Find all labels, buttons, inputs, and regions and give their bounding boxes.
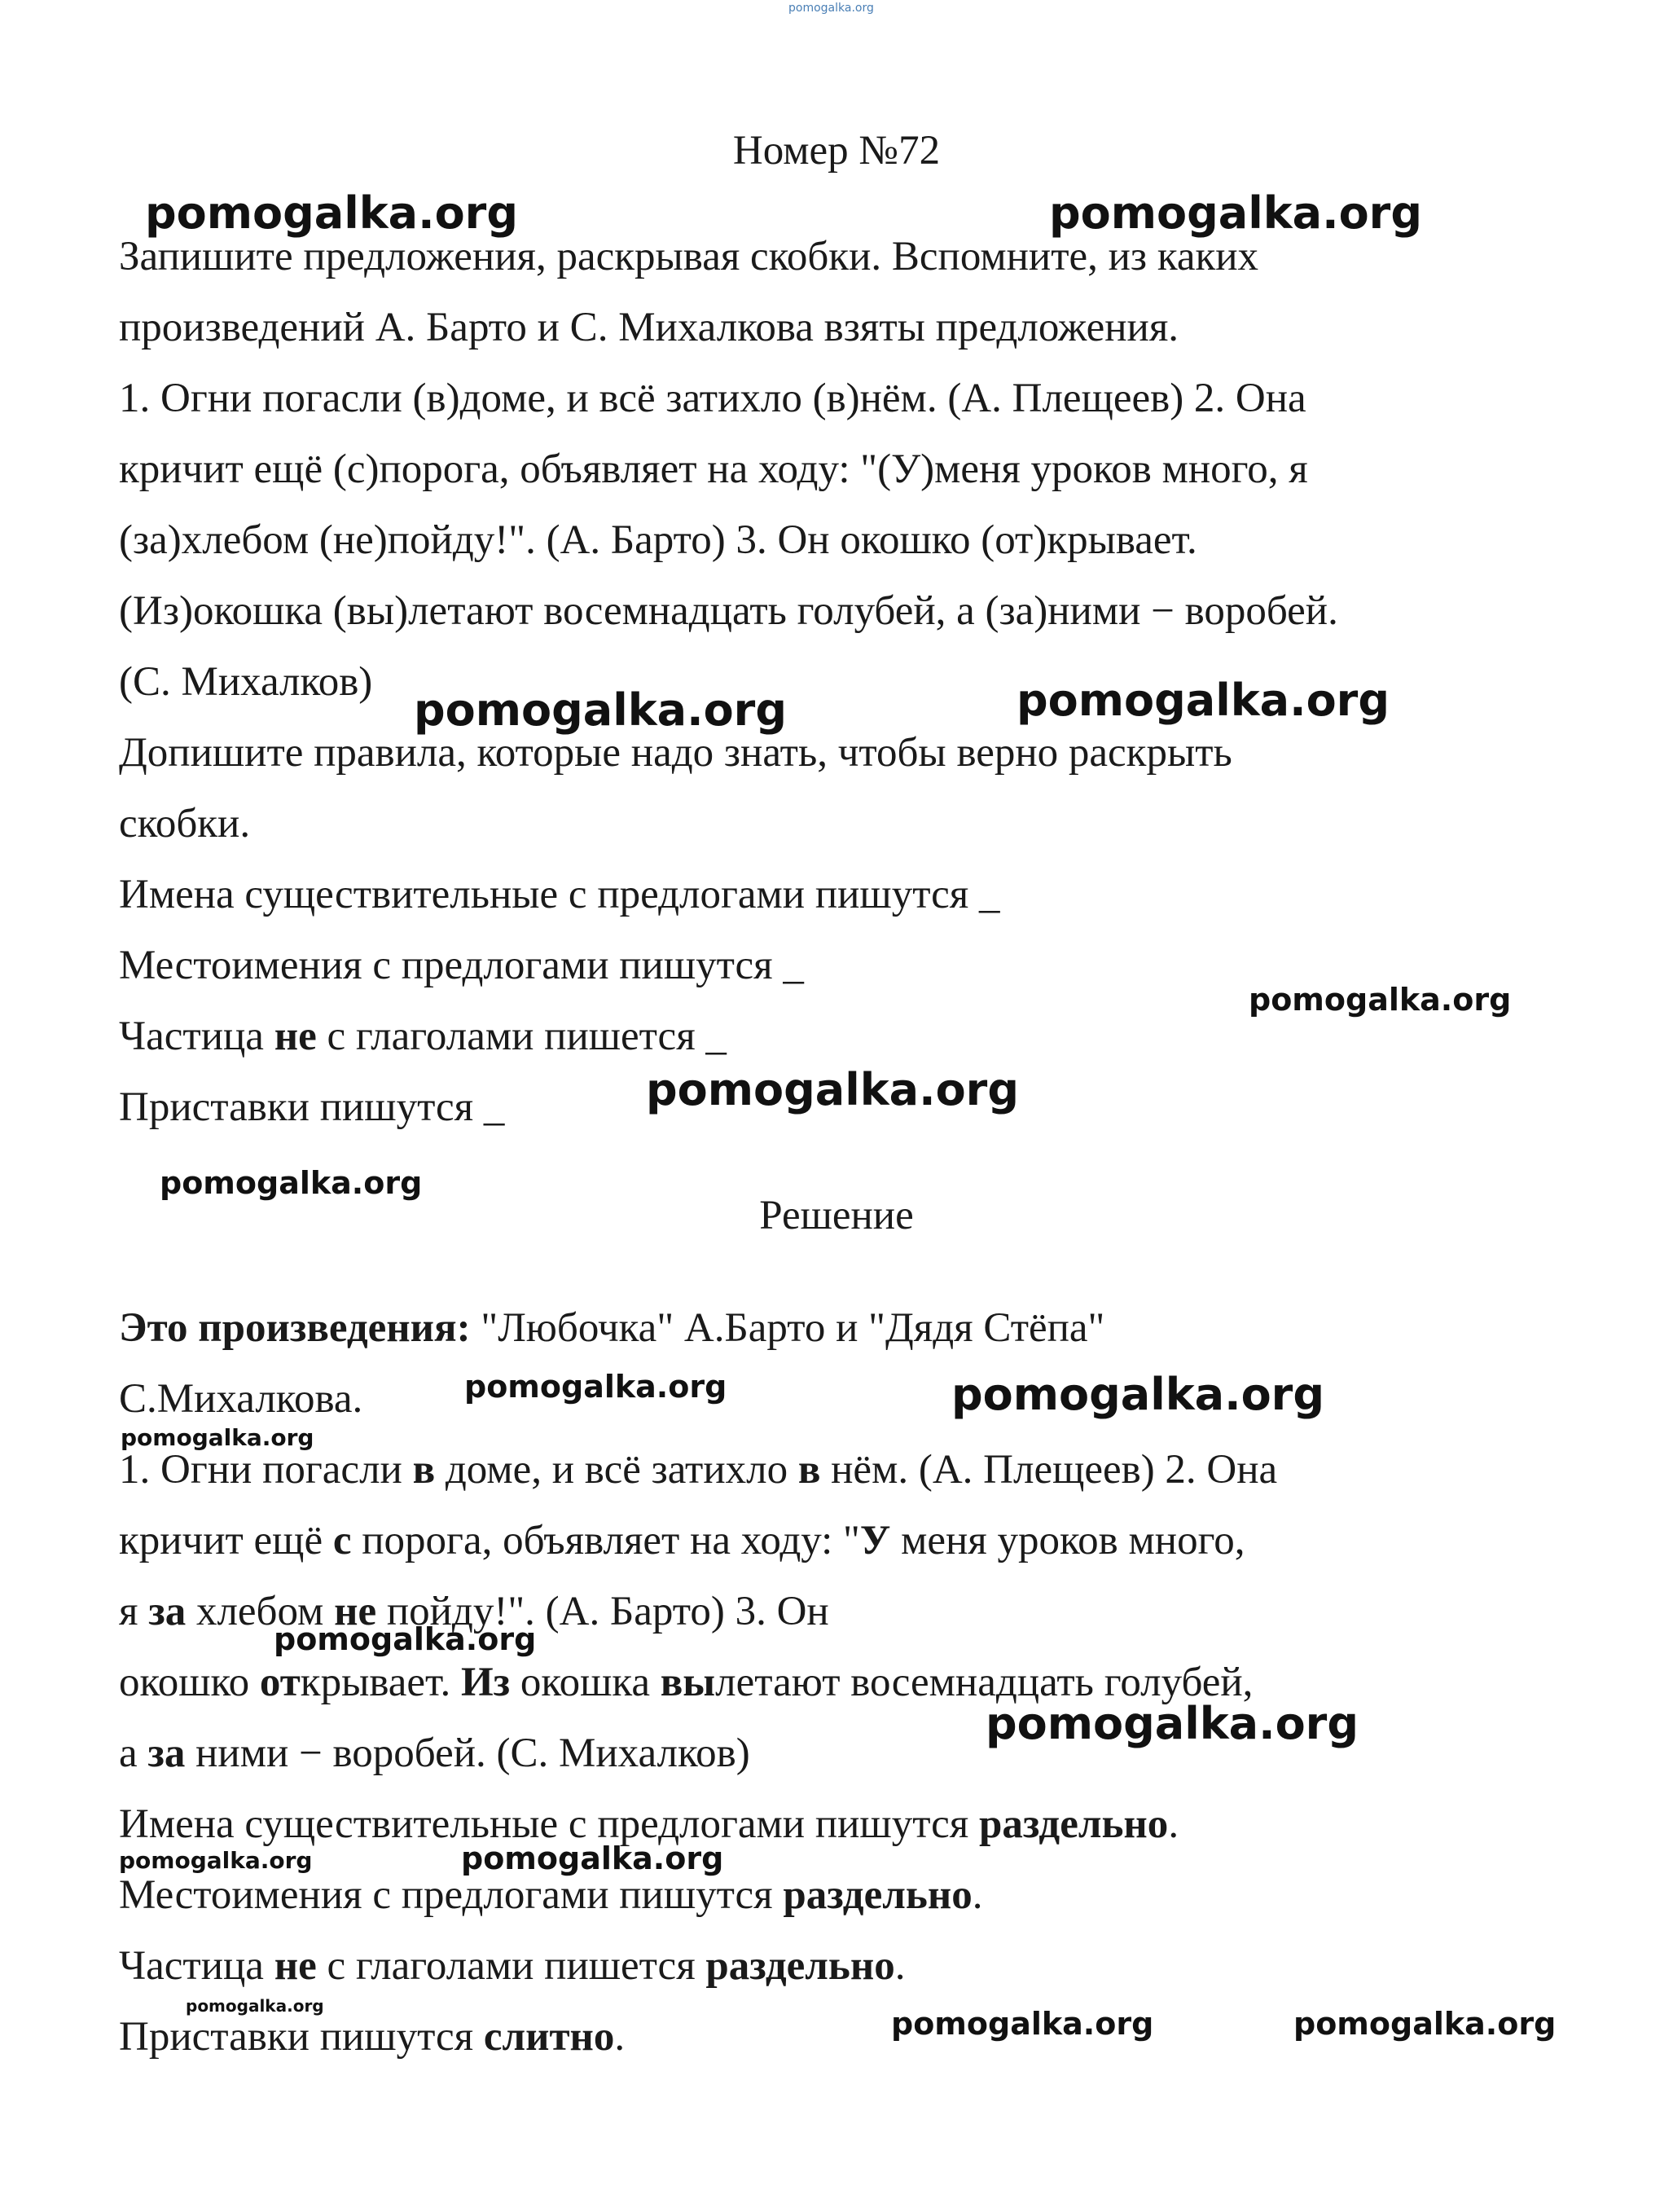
rule-line: Частица не с глаголами пишется _ [119, 1014, 727, 1059]
watermark: pomogalka.org [1249, 982, 1512, 1018]
answer-rule: Местоимения с предлогами пишутся раздельно. [119, 1872, 983, 1918]
answer-rule: Имена существительные с предлогами пишутся раздельно. [119, 1801, 1179, 1847]
watermark: pomogalka.org [464, 1369, 727, 1405]
watermark: pomogalka.org [1049, 187, 1422, 239]
task-line: 1. Огни погасли (в)доме, и всё затихло (в)нём. (А. Плещеев) 2. Она [119, 376, 1306, 421]
solution-intro: С.Михалкова. [119, 1376, 363, 1422]
watermark: pomogalka.org [121, 1424, 314, 1451]
watermark: pomogalka.org [160, 1165, 423, 1201]
solution-line: кричит ещё с порога, объявляет на ходу: "У меня уроков много, [119, 1518, 1245, 1563]
rule-line: Местоимения с предлогами пишутся _ [119, 943, 804, 988]
task-line: (за)хлебом (не)пойду!". (А. Барто) 3. Он окошко (от)крывает. [119, 517, 1197, 563]
watermark: pomogalka.org [186, 1996, 324, 2016]
solution-line: окошко открывает. Из окошка вылетают восемнадцать голубей, [119, 1660, 1254, 1705]
solution-line: а за ними − воробей. (С. Михалков) [119, 1730, 750, 1776]
task-line: кричит ещё (с)порога, объявляет на ходу: "(У)меня уроков много, я [119, 446, 1308, 492]
watermark: pomogalka.org [1293, 2006, 1557, 2042]
task-line: Допишите правила, которые надо знать, чтобы верно раскрыть [119, 730, 1232, 776]
watermark: pomogalka.org [986, 1698, 1359, 1749]
solution-intro: Это произведения: "Любочка" А.Барто и "Дядя Стёпа" [119, 1305, 1105, 1351]
watermark: pomogalka.org [461, 1840, 724, 1876]
watermark: pomogalka.org [145, 187, 518, 239]
task-line: (Из)окошка (вы)летают восемнадцать голубей, а (за)ними − воробей. [119, 588, 1338, 634]
rule-line: Имена существительные с предлогами пишутся _ [119, 872, 1000, 917]
page-title: Номер №72 [732, 128, 941, 174]
watermark: pomogalka.org [646, 1064, 1019, 1115]
watermark: pomogalka.org [1017, 675, 1390, 726]
solution-line: я за хлебом не пойду!". (А. Барто) 3. Он [119, 1589, 829, 1634]
solution-heading: Решение [759, 1193, 914, 1238]
watermark: pomogalka.org [951, 1369, 1324, 1420]
task-line: произведений А. Барто и С. Михалкова взяты предложения. [119, 305, 1179, 350]
watermark: pomogalka.org [414, 684, 787, 736]
answer-rule: Частица не с глаголами пишется раздельно. [119, 1943, 906, 1989]
watermark: pomogalka.org [891, 2006, 1154, 2042]
solution-line: 1. Огни погасли в доме, и всё затихло в нём. (А. Плещеев) 2. Она [119, 1447, 1278, 1493]
rule-line: Приставки пишутся _ [119, 1084, 505, 1130]
watermark: pomogalka.org [119, 1847, 313, 1874]
watermark: pomogalka.org [274, 1621, 537, 1657]
site-tag: pomogalka.org [788, 2, 874, 15]
task-line: (С. Михалков) [119, 659, 373, 705]
answer-rule: Приставки пишутся слитно. [119, 2014, 626, 2060]
task-line: скобки. [119, 801, 251, 847]
task-line: Запишите предложения, раскрывая скобки. Вспомните, из каких [119, 234, 1259, 279]
